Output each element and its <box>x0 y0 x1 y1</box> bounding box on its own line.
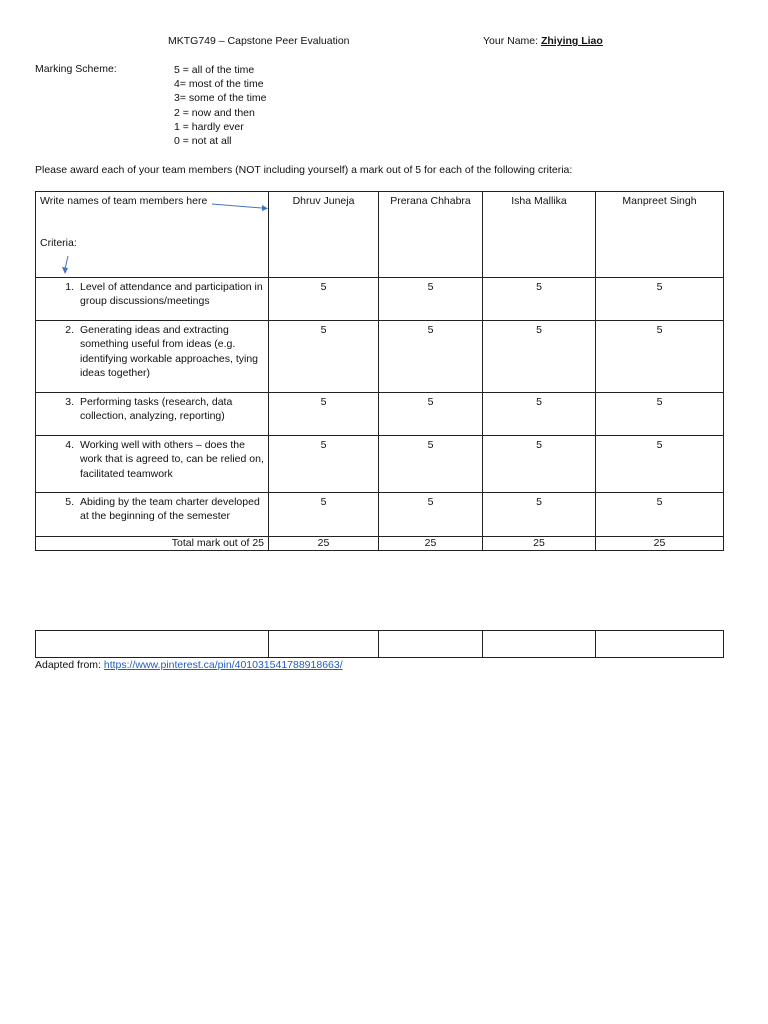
table-row <box>36 393 724 436</box>
blank-cell <box>36 631 269 658</box>
criterion-text: Generating ideas and extracting something useful from ideas (e.g. identifying workable approaches, tying ideas together) <box>80 324 259 380</box>
criterion-cell <box>36 393 269 436</box>
score-cell: 5 <box>483 278 596 321</box>
criterion-text: Working well with others – does the work that is agreed to, can be relied on, facilitated teamwork <box>80 439 264 480</box>
adapted-label: Adapted from: <box>35 659 104 671</box>
source-citation <box>35 659 343 671</box>
score-cell: 5 <box>269 436 379 493</box>
score-cell: 5 <box>379 278 483 321</box>
evaluation-table <box>35 191 724 551</box>
score-cell: 5 <box>596 321 724 393</box>
table-row <box>36 436 724 493</box>
scheme-item: 0 = not at all <box>174 135 232 148</box>
criterion-cell <box>36 321 269 393</box>
score-cell: 5 <box>596 493 724 537</box>
total-row <box>36 537 724 551</box>
score-cell: 5 <box>379 393 483 436</box>
blank-cell <box>483 631 596 658</box>
criterion-number: 5. <box>65 496 74 508</box>
table-row <box>36 321 724 393</box>
criterion-cell <box>36 493 269 537</box>
document-title: MKTG749 – Capstone Peer Evaluation <box>168 35 350 47</box>
blank-cell <box>596 631 724 658</box>
score-cell: 5 <box>269 278 379 321</box>
criterion-cell <box>36 436 269 493</box>
name-label: Your Name: <box>483 35 541 47</box>
score-cell: 5 <box>483 436 596 493</box>
member-name: Prerana Chhabra <box>379 192 483 278</box>
marking-scheme-label: Marking Scheme: <box>35 63 117 75</box>
instruction-text: Please award each of your team members (NOT including yourself) a mark out of 5 for each of the following criteria: <box>35 164 573 176</box>
score-cell: 5 <box>596 393 724 436</box>
scheme-item: 5 = all of the time <box>174 64 255 76</box>
scheme-item: 3= some of the time <box>174 92 267 105</box>
score-cell: 5 <box>596 278 724 321</box>
score-cell: 5 <box>379 493 483 537</box>
member-name: Isha Mallika <box>483 192 596 278</box>
score-cell: 5 <box>483 393 596 436</box>
criterion-number: 1. <box>65 281 74 293</box>
blank-row <box>36 631 724 658</box>
criterion-number: 3. <box>65 396 74 408</box>
criterion-text: Performing tasks (research, data collection, analyzing, reporting) <box>80 396 233 423</box>
score-cell: 5 <box>269 393 379 436</box>
marking-scheme-list <box>174 63 267 148</box>
criterion-number: 2. <box>65 324 74 336</box>
table-row <box>36 493 724 537</box>
score-cell: 5 <box>269 493 379 537</box>
score-cell: 5 <box>483 321 596 393</box>
table-header-row <box>36 192 724 278</box>
blank-table <box>35 630 724 658</box>
total-cell: 25 <box>379 537 483 551</box>
source-link[interactable]: https://www.pinterest.ca/pin/401031541788918663/ <box>103 659 343 671</box>
blank-cell <box>269 631 379 658</box>
scheme-item: 2 = now and then <box>174 106 255 119</box>
criterion-number: 4. <box>65 439 74 451</box>
criterion-text: Abiding by the team charter developed at the beginning of the semester <box>80 496 260 523</box>
member-name: Manpreet Singh <box>596 192 724 278</box>
student-name-field <box>483 35 603 47</box>
blank-cell <box>379 631 483 658</box>
scheme-item: 4= most of the time <box>174 78 264 91</box>
total-cell: 25 <box>269 537 379 551</box>
total-label: Total mark out of 25 <box>36 537 269 551</box>
criterion-cell <box>36 278 269 321</box>
table-row <box>36 278 724 321</box>
criterion-text: Level of attendance and participation in group discussions/meetings <box>80 281 263 308</box>
name-value: Zhiying Liao <box>540 35 603 47</box>
score-cell: 5 <box>269 321 379 393</box>
score-cell: 5 <box>379 321 483 393</box>
score-cell: 5 <box>596 436 724 493</box>
total-cell: 25 <box>483 537 596 551</box>
member-name: Dhruv Juneja <box>269 192 379 278</box>
arrow-right-icon <box>210 200 270 214</box>
score-cell: 5 <box>379 436 483 493</box>
names-prompt: Write names of team members here <box>40 195 208 207</box>
arrow-down-icon <box>60 254 74 276</box>
score-cell: 5 <box>483 493 596 537</box>
scheme-item: 1 = hardly ever <box>174 120 244 133</box>
total-cell: 25 <box>596 537 724 551</box>
criteria-label: Criteria: <box>40 237 77 250</box>
